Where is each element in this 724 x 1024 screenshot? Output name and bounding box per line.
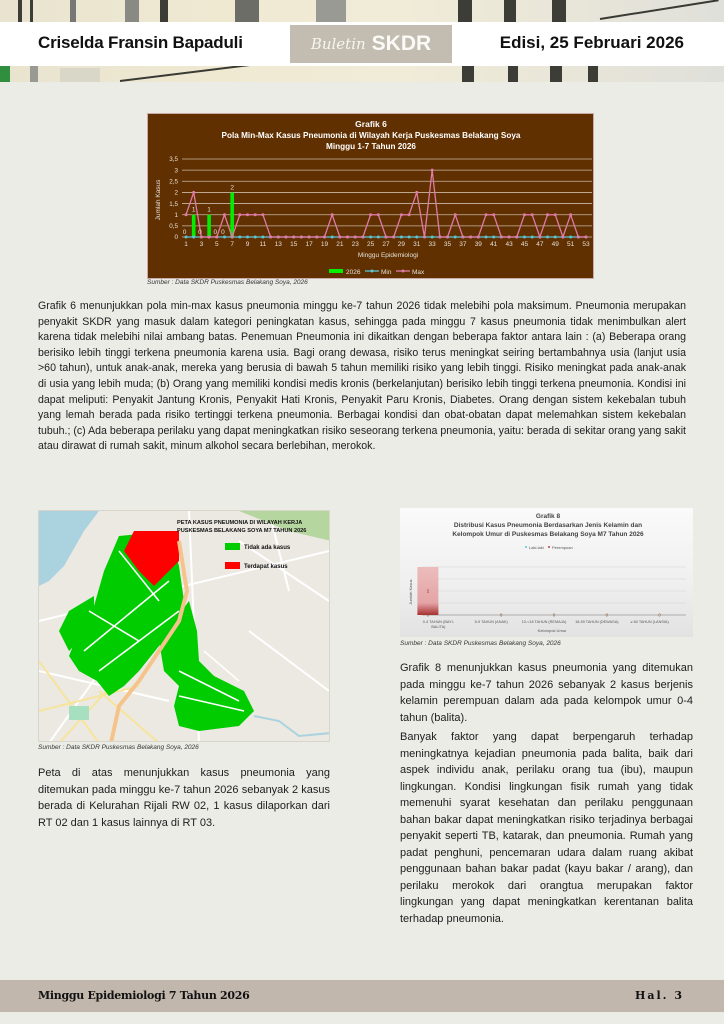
chart6-point-max (431, 169, 434, 172)
chart6-point-min (431, 236, 434, 239)
chart6-xtick-label: 29 (397, 241, 406, 248)
legend-2026-label: 2026 (346, 269, 361, 276)
chart6-xlabel: Minggu Epidemiologi (357, 252, 419, 259)
chart6-xtick-label: 25 (366, 241, 375, 248)
chart6-title: Grafik 6 (355, 119, 387, 129)
chart-grafik-6 (147, 113, 594, 279)
chart8-subtitle-2: Kelompok Umur di Puskesmas Belakang Soya M7 Tahun 2026 (452, 531, 644, 538)
chart6-bar-2026 (230, 192, 234, 237)
chart8-category-label: ≥ 60 TAHUN (LANSIA) (630, 620, 669, 624)
pneumonia-case-map (38, 510, 330, 742)
map-legend-no-case-label: Tidak ada kasus (244, 545, 291, 551)
chart6-ytick-label: 0,5 (169, 223, 178, 231)
chart6-ylabel: Jumlah Kasus (155, 179, 162, 221)
chart6-subtitle-2: Minggu 1-7 Tahun 2026 (326, 142, 416, 151)
chart6-point-max (415, 191, 418, 194)
chart6-point-max (454, 213, 457, 216)
bulletin-logo (290, 25, 452, 63)
legend-max-marker (402, 270, 405, 273)
chart6-point-min (546, 236, 549, 239)
chart6-xtick-label: 39 (474, 241, 482, 248)
chart6-point-max (408, 213, 411, 216)
legend-2026-swatch (329, 269, 343, 273)
chart6-xtick-label: 11 (259, 241, 267, 248)
chart6-ytick-label: 2 (174, 189, 178, 197)
chart6-ytick-label: 1 (174, 211, 178, 219)
chart-6-svg (148, 114, 595, 280)
chart6-point-max (546, 213, 549, 216)
chart6-xtick-label: 21 (336, 241, 344, 248)
chart6-point-min (492, 236, 495, 239)
chart8-category-label: 18-59 TAHUN (DEWASA) (575, 620, 619, 624)
chart6-point-min (523, 236, 526, 239)
map-title-line1: PETA KASUS PNEUMONIA DI WILAYAH KERJA (177, 520, 303, 526)
chart6-bar-data-label: 0 (221, 229, 225, 236)
chart6-point-min (377, 236, 380, 239)
chart8-category-label: 5-9 TAHUN (ANAK) (474, 620, 508, 624)
chart6-subtitle-1: Pola Min-Max Kasus Pneumonia di Wilayah Kerja Puskesmas Belakang Soya (221, 131, 521, 140)
chart6-bar-data-label: 0 (198, 229, 202, 236)
chart6-point-max (208, 236, 211, 239)
chart8-category-label: 0-4 TAHUN (BAYI- (422, 620, 455, 624)
chart6-legend (329, 269, 425, 276)
chart6-source: Sumber : Data SKDR Puskesmas Belakang Soya, 2026 (147, 279, 308, 286)
logo-bold-text: SKDR (371, 32, 432, 55)
map-legend-no-case-swatch (225, 543, 240, 550)
map-field (69, 706, 89, 720)
chart-8-svg (400, 508, 693, 637)
chart6-xtick-label: 9 (245, 241, 250, 248)
legend-male-label: Laki-laki (529, 545, 544, 550)
map-legend-case-swatch (225, 562, 240, 569)
chart6-point-max (377, 213, 380, 216)
chart8-xlabel: Kelompok Umur (537, 628, 567, 633)
chart6-point-min (400, 236, 403, 239)
chart8-data-label: 2 (426, 588, 430, 594)
chart6-point-max (577, 236, 580, 239)
legend-female-marker (548, 546, 550, 548)
chart8-ylabel: Jumlah Kasus (408, 579, 413, 605)
chart6-xtick-label: 31 (413, 241, 421, 248)
legend-min-marker (371, 270, 374, 273)
chart-grafik-8 (400, 508, 693, 637)
chart6-point-min (192, 236, 195, 239)
chart6-point-max (523, 213, 526, 216)
chart6-ytick-label: 2,5 (169, 178, 178, 186)
chart8-zero-label: 0 (500, 612, 503, 618)
chart6-point-min (331, 236, 334, 239)
chart6-point-max (385, 236, 388, 239)
chart6-point-max (531, 213, 534, 216)
chart6-ytick-label: 3 (174, 167, 178, 175)
chart6-bar-2026 (207, 215, 211, 237)
chart6-point-max (392, 236, 395, 239)
chart8-category-label: 10-<18 TAHUN (REMAJA) (521, 620, 567, 624)
chart6-xtick-label: 1 (184, 241, 188, 248)
chart8-category-label: BALITA) (431, 625, 446, 629)
chart6-point-max (315, 236, 318, 239)
edition-date: Edisi, 25 Februari 2026 (499, 33, 684, 52)
chart6-point-max (538, 236, 541, 239)
chart6-point-min (454, 236, 457, 239)
chart6-point-min (554, 236, 557, 239)
chart6-xtick-label: 53 (582, 241, 590, 248)
legend-female-label: Perempuan (552, 545, 573, 550)
footer-week: Minggu Epidemiologi 7 Tahun 2026 (38, 989, 250, 1002)
chart6-xtick-label: 7 (230, 241, 234, 248)
legend-min-label: Min (381, 269, 392, 276)
chart6-point-min (531, 236, 534, 239)
chart6-point-max (500, 236, 503, 239)
chart6-point-max (231, 236, 234, 239)
chart6-point-max (354, 236, 357, 239)
chart6-xtick-label: 3 (199, 241, 204, 248)
chart6-point-max (469, 236, 472, 239)
chart8-subtitle-1: Distribusi Kasus Pneumonia Berdasarkan Jenis Kelamin dan (453, 522, 643, 529)
chart6-point-max (569, 213, 572, 216)
chart6-xtick-label: 15 (290, 241, 298, 248)
chart6-xtick-label: 43 (505, 241, 513, 248)
chart6-bar-data-label: 1 (207, 206, 211, 214)
chart6-point-min (408, 236, 411, 239)
chart8-source: Sumber : Data SKDR Puskesmas Belakang Soya, 2026 (400, 640, 561, 647)
chart6-xtick-label: 23 (351, 241, 359, 248)
chart6-point-max (585, 236, 588, 239)
chart6-point-max (446, 236, 449, 239)
chart6-point-max (508, 236, 511, 239)
chart6-ytick-label: 1,5 (169, 200, 178, 208)
chart6-point-max (561, 236, 564, 239)
chart6-point-max (461, 236, 464, 239)
chart6-point-max (346, 236, 349, 239)
chart6-point-max (300, 236, 303, 239)
chart6-point-max (246, 213, 249, 216)
chart6-point-max (261, 213, 264, 216)
chart6-ytick-label: 0 (174, 234, 178, 242)
chart6-point-max (277, 236, 280, 239)
chart6-point-min (415, 236, 418, 239)
chart6-xtick-label: 5 (214, 241, 219, 248)
map-sea (39, 511, 99, 586)
chart6-point-max (285, 236, 288, 239)
chart6-xtick-label: 17 (305, 241, 313, 248)
chart6-point-max (515, 236, 518, 239)
chart6-description: Grafik 6 menunjukkan pola min-max kasus pneumonia minggu ke-7 tahun 2026 tidak melebihi pola maksimum. Pneumonia merupakan penyakit SKDR yang masuk dalam kategori peningkatan kasus, sehingga pada minggu 7 kasus pneumonia tidak menimbulkan alert karena tidak melebihi nilai ambang batas. Penemuan Pneumonia ini dikaitkan dengan beberapa faktor antara lain : (a) Beberapa orang berisiko lebih tinggi terkena pneumonia karena usia. Bagi orang dewasa, risiko terus meningkat seiring bertambahnya usia (lanjut usia >60 tahun), untuk anak-anak, mereka yang berusia di bawah 5 tahun memiliki risiko yang lebih tinggi. Risiko meningkat pada anak-anak di usia yang lebih muda; (b) Orang yang memiliki kondisi medis kronis (berkelanjutan) berisiko lebih tinggi terkena pneumonia. Kondisi ini dapat meliputi: Penyakit Jantung Kronis, Penyakit Hati Kronis, Penyakit Paru Kronis, Diabetes. Orang dengan sistem kekebalan tubuh yang lemah berada pada risiko tertinggi terkena pneumonia. Berbagai kondisi dan obat-obatan dapat melemahkan sistem kekebalan tubuh.; (c) Ada beberapa perilaku yang dapat meningkatkan risiko seseorang terkena pneumonia, yaitu: berada di sekitar orang yang sakit atau dirawat di rumah sakit, minum alkohol secara berlebihan, merokok. (38, 300, 686, 453)
chart6-point-max (492, 213, 495, 216)
chart6-point-max (323, 236, 326, 239)
chart6-xtick-label: 27 (382, 241, 390, 248)
chart6-xtick-label: 35 (443, 241, 452, 248)
chart6-point-max (338, 236, 341, 239)
page-number: Hal. 3 (634, 989, 684, 1002)
chart6-point-max (223, 213, 226, 216)
chart8-title: Grafik 8 (535, 513, 561, 520)
chart8-zero-label: 0 (426, 612, 430, 618)
chart6-point-max (554, 213, 557, 216)
chart6-point-max (477, 236, 480, 239)
risk-factors-description: Banyak faktor yang dapat berpengaruh terhadap meningkatnya kejadian pneumonia pada balita, baik dari aspek individu anak, perilaku orang tua (ibu), maupun lingkungan. Kondisi lingkungan fisik rumah yang tidak memenuhi syarat kesehatan dan perilaku penggunaan bahan bakar dapat meningkatkan risiko terjadinya berbagai penyakit seperti TB, katarak, dan pneumonia. Rumah yang padat penghuni, pencemaran udara dalam ruang akibat penggunaan bahan bakar padat (kayu bakar / arang), dan perilaku merokok dari orangtua merupakan faktor lingkungan yang dapat meningkatkan kerentanan balita terhadap pneumonia. (400, 731, 693, 925)
chart6-point-min (254, 236, 257, 239)
map-legend-case-label: Terdapat kasus (244, 564, 288, 570)
chart6-point-max (331, 213, 334, 216)
chart6-point-min (569, 236, 572, 239)
chart8-legend (525, 545, 573, 550)
chart6-point-max (254, 213, 257, 216)
chart6-point-max (238, 213, 241, 216)
chart6-bar-data-label: 0 (182, 229, 187, 236)
chart6-xtick-label: 13 (274, 241, 282, 248)
chart6-point-min (261, 236, 264, 239)
chart6-point-max (192, 191, 195, 194)
chart6-point-min (238, 236, 241, 239)
chart6-point-min (485, 236, 488, 239)
legend-male-marker (525, 546, 527, 548)
chart6-point-min (246, 236, 249, 239)
chart8-zero-label: 0 (552, 612, 556, 618)
chart6-xtick-label: 37 (459, 241, 467, 248)
map-description: Peta di atas menunjukkan kasus pneumonia yang ditemukan pada minggu ke-7 tahun 2026 sebanyak 2 kasus berada di Kelurahan Rijali RW 02, 1 kasus dilaporkan dari RT 02 dan 1 kasus lainnya di RT 03. (38, 767, 330, 829)
map-river (254, 716, 330, 736)
chart6-xtick-label: 49 (551, 241, 559, 248)
chart6-xtick-label: 19 (320, 241, 329, 248)
chart6-point-max (423, 236, 426, 239)
chart6-point-max (485, 213, 488, 216)
map-svg (39, 511, 330, 742)
chart6-bar-data-label: 1 (191, 206, 196, 214)
chart6-bar-2026 (192, 215, 196, 237)
chart6-xtick-label: 47 (536, 241, 544, 248)
chart8-zero-label: 0 (658, 612, 661, 618)
chart6-xtick-label: 33 (428, 241, 436, 248)
chart6-point-min (369, 236, 372, 239)
chart6-point-max (185, 213, 188, 216)
chart6-xtick-label: 41 (490, 241, 498, 248)
chart8-description: Grafik 8 menunjukkan kasus pneumonia yang ditemukan pada minggu ke-7 tahun 2026 sebanyak 2 kasus berjenis kelamin perempuan dalam ada pada kelompok umur 0-4 tahun (balita). (400, 662, 693, 724)
legend-max-label: Max (412, 269, 425, 276)
chart6-point-max (292, 236, 295, 239)
chart6-point-max (308, 236, 311, 239)
chart6-xtick-label: 45 (520, 241, 529, 248)
map-source: Sumber : Data SKDR Puskesmas Belakang Soya, 2026 (38, 744, 199, 751)
chart6-point-max (438, 236, 441, 239)
chart6-point-max (369, 213, 372, 216)
chart6-point-max (269, 236, 272, 239)
map-park (239, 511, 330, 541)
chart8-zero-label: 0 (605, 612, 608, 618)
chart6-point-max (400, 213, 403, 216)
author-name: Criselda Fransin Bapaduli (38, 33, 243, 52)
chart6-point-max (361, 236, 364, 239)
chart6-ytick-label: 3,5 (169, 156, 178, 164)
chart6-bar-data-label: 2 (230, 184, 234, 192)
chart6-bar-data-label: 0 (213, 229, 218, 236)
chart6-xtick-label: 51 (566, 241, 575, 248)
logo-script-text: Buletin (310, 35, 366, 53)
map-title-line2: PUSKESMAS BELAKANG SOYA M7 TAHUN 2026 (177, 528, 307, 534)
